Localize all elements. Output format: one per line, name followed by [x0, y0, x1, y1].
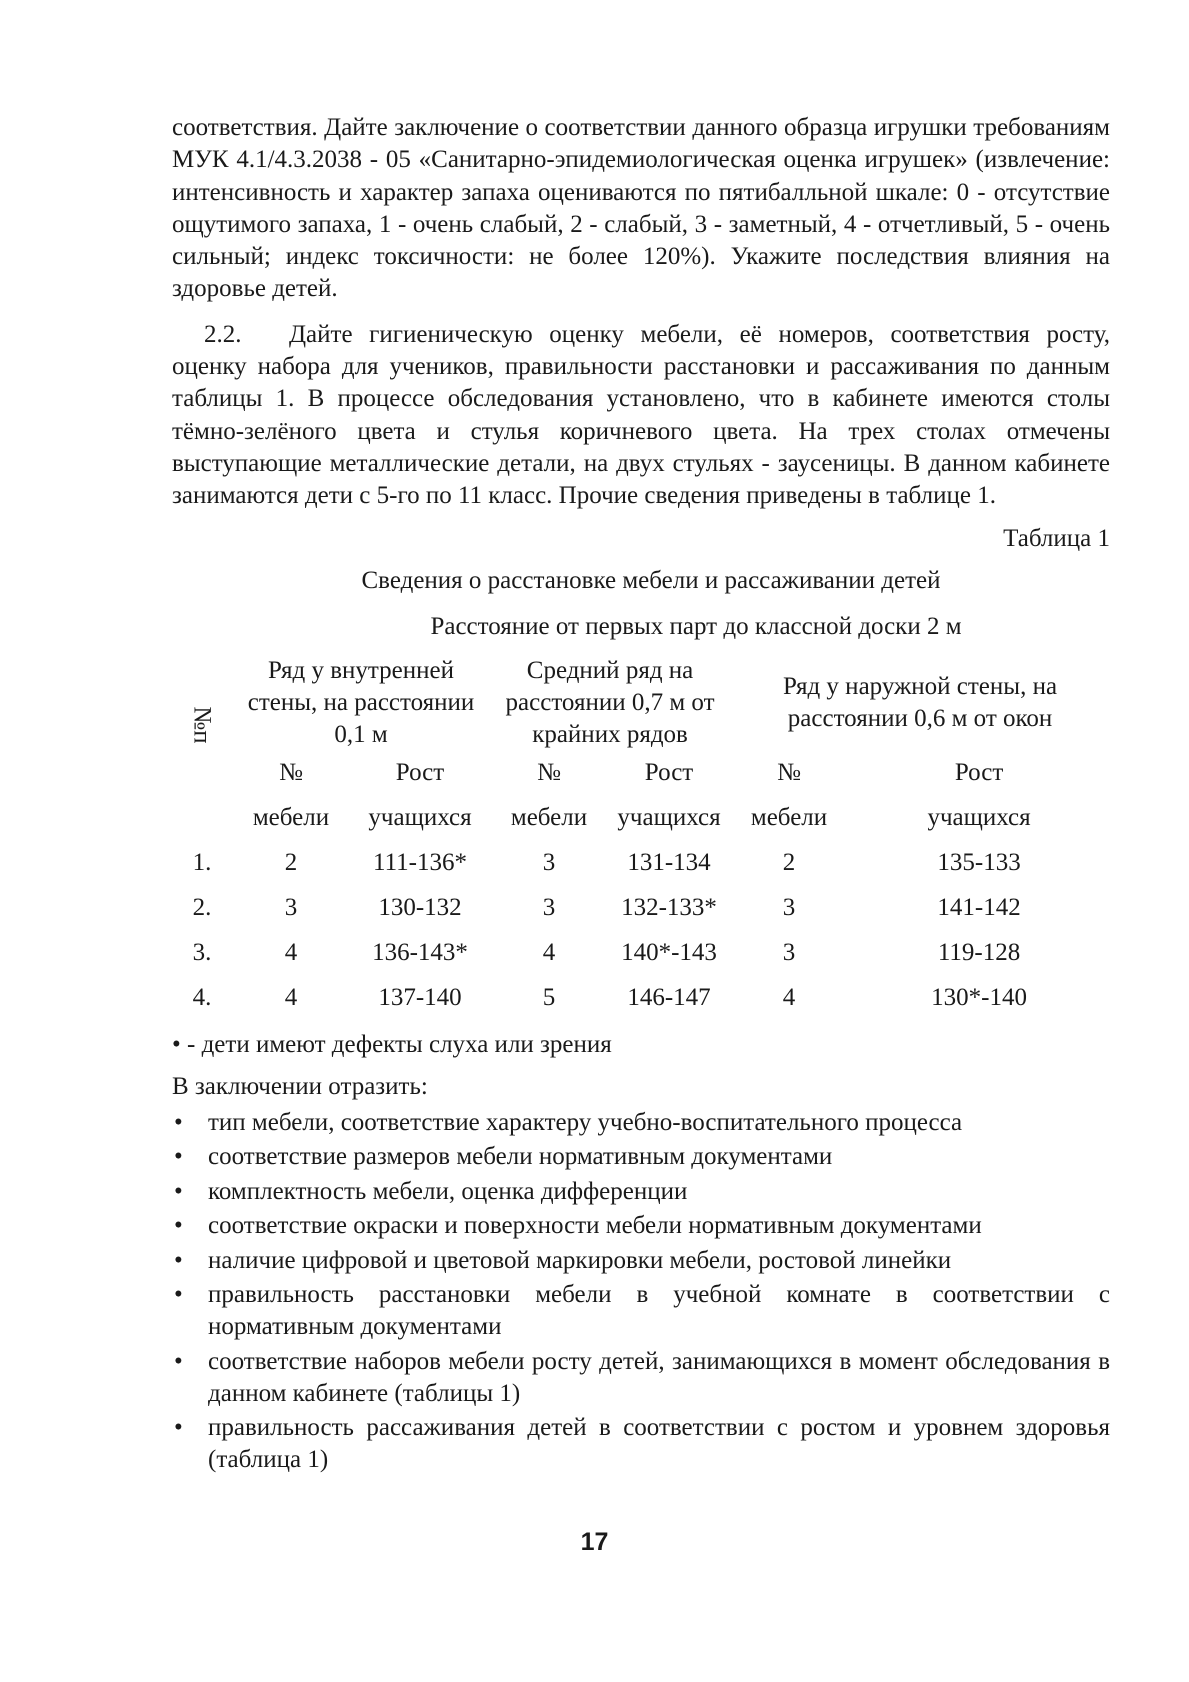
column-header: учащихся — [368, 804, 472, 832]
table-subtitle: Расстояние от первых парт до классной доски 2 м — [430, 612, 962, 640]
table-cell: 5 — [542, 984, 556, 1012]
table-cell: 4 — [782, 984, 796, 1012]
table-cell: 137-140 — [378, 984, 462, 1012]
row-number-header: №п — [188, 706, 216, 744]
furniture-table — [172, 655, 1110, 1021]
bullet-icon: • — [174, 1108, 183, 1136]
conclusion-list — [172, 1107, 1110, 1477]
table-cell: 130-132 — [378, 894, 462, 922]
table-cell: 3 — [782, 939, 796, 967]
table-cell: 2 — [782, 849, 796, 877]
bullet-icon: • — [174, 1347, 183, 1375]
group-header-inner: Ряд у внутренней стены, на расстоянии 0,1 м — [247, 656, 475, 748]
column-header: учащихся — [617, 804, 721, 832]
column-header: мебели — [750, 804, 828, 832]
table-cell: 3 — [284, 894, 298, 922]
table-cell: 131-134 — [627, 849, 711, 877]
table-cell: 2. — [192, 894, 212, 922]
table-cell: 3 — [782, 894, 796, 922]
table-cell: 141-142 — [937, 894, 1021, 922]
bullet-icon: • — [174, 1143, 183, 1171]
paragraph-1: соответствия. Дайте заключение о соответствии данного образца игрушки требованиям МУК 4.1/4.3.2038 - 05 «Санитарно-эпидемиологическая оценка игрушек» (извлечение: интенсивность и характер запаха оцениваются по пятибалльной шкале: 0 - отсутствие ощутимого запаха, 1 - очень слабый, 2 - слабый, 3 - заметный, 4 - отчетливый, 5 - очень сильный; индекс токсичности: не более 120%). Укажите последствия влияния на здоровье детей. — [172, 114, 1110, 303]
table-cell: 4 — [284, 984, 298, 1012]
table-cell: 130*-140 — [931, 984, 1027, 1012]
table-cell: 2 — [284, 849, 298, 877]
column-header: мебели — [510, 804, 588, 832]
paragraph-2-text: Дайте гигиеническую оценку мебели, её номеров, соответствия росту, оценку набора для учеников, правильности расстановки и рассаживания по данным таблицы 1. В процессе обследования установлено, что в кабинете имеются столы тёмно-зелёного цвета и стулья коричневого цвета. На трех столах отмечены выступающие металлические детали, на двух стульях - заусеницы. В данном кабинете занимаются дети с 5-го по 11 класс. Прочие сведения приведены в таблице 1. — [172, 320, 1110, 510]
bullet-icon: • — [174, 1281, 183, 1309]
table-cell: 1. — [192, 849, 212, 877]
paragraph-2 — [172, 319, 1110, 513]
list-item: • соответствие окраски и поверхности мебели нормативным документами — [172, 1210, 1110, 1242]
list-item: • соответствие наборов мебели росту детей, занимающихся в момент обследования в данном кабинете (таблицы 1) — [174, 1347, 1110, 1407]
table-row — [172, 886, 1110, 931]
table-footnote: • - дети имеют дефекты слуха или зрения — [172, 1030, 612, 1058]
conclusion-title: В заключении отразить: — [172, 1072, 428, 1100]
list-item: • наличие цифровой и цветовой маркировки мебели, ростовой линейки — [172, 1245, 1110, 1277]
table-cell: 119-128 — [937, 939, 1021, 967]
table-cell: 4 — [542, 939, 556, 967]
column-header: Рост — [954, 759, 1004, 787]
table-cell: 3. — [192, 939, 212, 967]
page-number: 17 — [580, 1528, 609, 1556]
table-row — [172, 841, 1110, 886]
table-row — [172, 976, 1110, 1021]
group-header-middle: Средний ряд на расстоянии 0,7 м от крайних рядов — [505, 656, 715, 748]
bullet-icon: • — [174, 1212, 183, 1240]
table-cell: 111-136* — [373, 849, 467, 877]
table-title: Сведения о расстановке мебели и рассаживании детей — [361, 566, 941, 594]
list-item: • правильность рассаживания детей в соответствии с ростом и уровнем здоровья (таблица 1) — [174, 1414, 1110, 1474]
bullet-icon: • — [174, 1414, 183, 1442]
column-header: Рост — [644, 759, 694, 787]
table-cell: 132-133* — [621, 894, 717, 922]
list-item: • тип мебели, соответствие характеру учебно-воспитательного процесса — [172, 1107, 1110, 1139]
column-header: № — [537, 759, 561, 787]
table-cell: 135-133 — [937, 849, 1021, 877]
table-cell: 3 — [542, 849, 556, 877]
table-cell: 140*-143 — [621, 939, 717, 967]
bullet-icon: • — [174, 1177, 183, 1205]
group-header-outer: Ряд у наружной стены, на расстоянии 0,6 м от окон — [783, 672, 1058, 732]
table-cell: 4. — [192, 984, 212, 1012]
table-cell: 4 — [284, 939, 298, 967]
table-header-groups — [172, 655, 1110, 751]
table-cell: 136-143* — [372, 939, 468, 967]
list-item: • соответствие размеров мебели нормативным документами — [172, 1141, 1110, 1173]
table-cell: 146-147 — [627, 984, 711, 1012]
table-subheader-1 — [172, 751, 1110, 796]
list-item: • правильность расстановки мебели в учебной комнате в соответствии с нормативным документами — [174, 1281, 1110, 1341]
list-item: • комплектность мебели, оценка дифференции — [172, 1176, 1110, 1208]
column-header: № — [777, 759, 801, 787]
column-header: учащихся — [927, 804, 1031, 832]
page-content — [172, 112, 1110, 1479]
bullet-icon: • — [174, 1246, 183, 1274]
column-header: № — [279, 759, 303, 787]
table-subheader-2 — [172, 796, 1110, 841]
table-reference: Таблица 1 — [1003, 524, 1110, 552]
table-row — [172, 931, 1110, 976]
column-header: мебели — [252, 804, 330, 832]
table-cell: 3 — [542, 894, 556, 922]
paragraph-2-number: 2.2. — [204, 320, 242, 348]
column-header: Рост — [395, 759, 445, 787]
